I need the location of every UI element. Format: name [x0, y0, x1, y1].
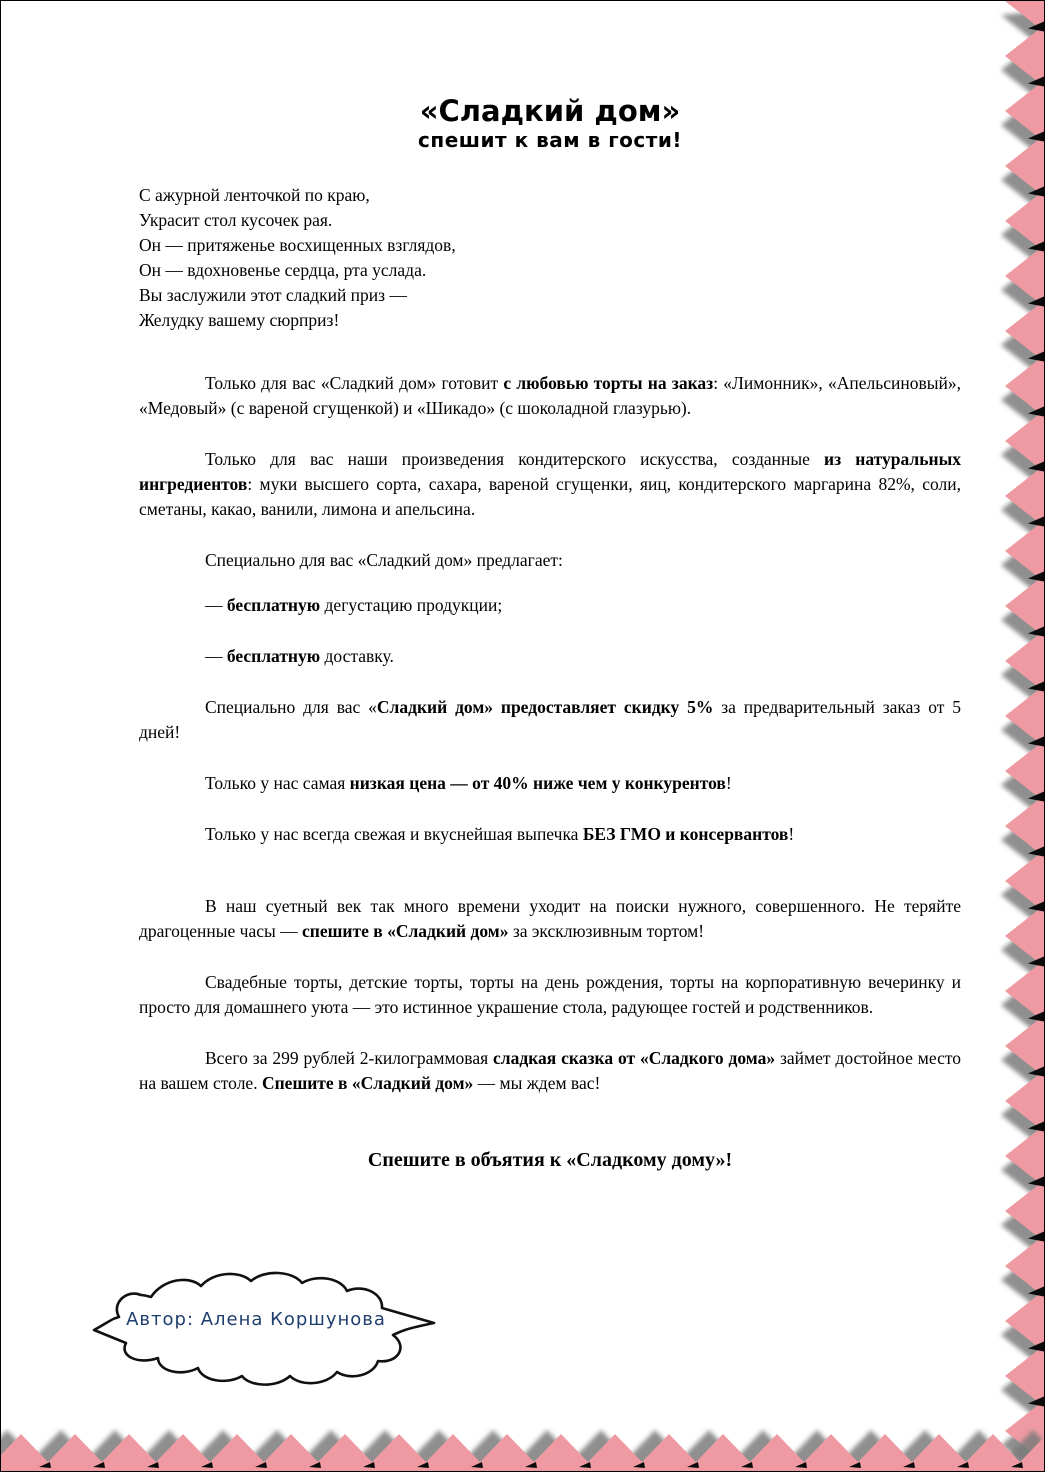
zigzag-border-right: [982, 1, 1044, 1472]
paragraph: Специально для вас «Сладкий дом» предоставляет скидку 5% за предварительный заказ от 5 дней!: [139, 697, 961, 742]
paragraph: — бесплатную дегустацию продукции;: [205, 595, 503, 615]
author-callout-text: Автор: Алена Коршунова: [126, 1309, 386, 1330]
paragraph: В наш суетный век так много времени уходит на поиски нужного, совершенного. Не теряйте драгоценные часы — спешите в «Сладкий дом» за эксклюзивным тортом!: [139, 896, 961, 941]
paragraph: Только для вас наши произведения кондитерского искусства, созданные из натуральных ингредиентов: муки высшего сорта, сахара, вареной сгущенки, яиц, кондитерского маргарина 82%, соли, сметаны, какао, ванили, лимона и апельсина.: [139, 449, 961, 519]
document-body: [139, 371, 961, 1174]
author-callout: [89, 1269, 441, 1401]
paragraph: Только у нас всегда свежая и вкуснейшая выпечка БЕЗ ГМО и консервантов!: [205, 824, 795, 844]
zigzag-border-bottom: [1, 1409, 1045, 1471]
poem-line: Он — притяженье восхищенных взглядов,: [139, 235, 456, 255]
poem-line: Украсит стол кусочек рая.: [139, 210, 333, 230]
paragraph: Только для вас «Сладкий дом» готовит с любовью торты на заказ: «Лимонник», «Апельсиновый», «Медовый» (с вареной сгущенкой) и «Шикадо» (с шоколадной глазурью).: [139, 373, 961, 418]
paragraph: Спешите в объятия к «Сладкому дому»!: [367, 1149, 733, 1171]
paragraph: Всего за 299 рублей 2-килограммовая сладкая сказка от «Сладкого дома» займет достойное место на вашем столе. Спешите в «Сладкий дом» — мы ждем вас!: [139, 1048, 962, 1093]
cloud-shape-icon: [89, 1269, 441, 1401]
poem-line: Он — вдохновенье сердца, рта услада.: [139, 260, 427, 280]
document-title: «Сладкий дом»: [419, 94, 681, 128]
document-content: [139, 1, 961, 1174]
paragraph: — бесплатную доставку.: [205, 646, 394, 666]
poem: [139, 183, 961, 333]
poem-line: С ажурной ленточкой по краю,: [139, 185, 370, 205]
poem-line: Вы заслужили этот сладкий приз —: [139, 285, 407, 305]
paragraph: Специально для вас «Сладкий дом» предлагает:: [205, 550, 563, 570]
paragraph: Свадебные торты, детские торты, торты на день рождения, торты на корпоративную вечеринку и просто для домашнего уюта — это истинное украшение стола, радующее гостей и родственников.: [139, 972, 961, 1017]
poem-line: Желудку вашему сюрприз!: [139, 310, 340, 330]
paragraph: Только у нас самая низкая цена — от 40% ниже чем у конкурентов!: [205, 773, 732, 793]
document-subtitle: спешит к вам в гости!: [418, 128, 682, 152]
